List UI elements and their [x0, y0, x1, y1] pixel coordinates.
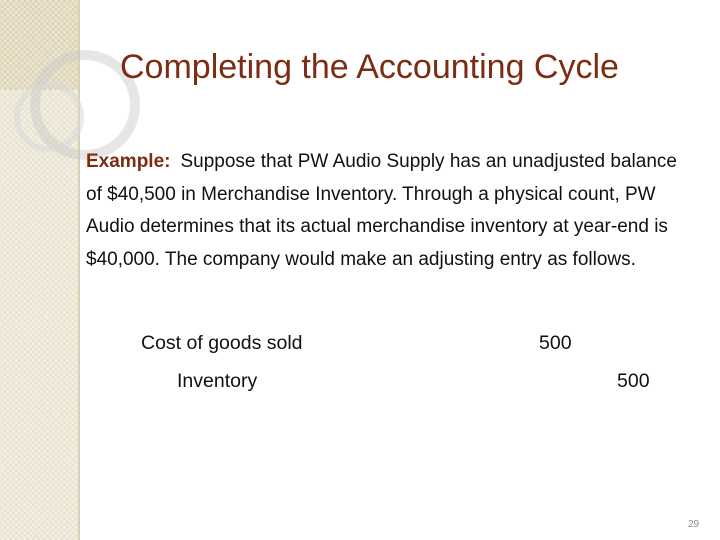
decorative-ring-inner [14, 82, 84, 152]
journal-debit-account: Cost of goods sold [141, 332, 303, 354]
journal-credit-amount: 500 [617, 370, 650, 392]
page-number: 29 [688, 519, 700, 530]
example-label: Example: [86, 151, 171, 172]
slide-title: Completing the Accounting Cycle [120, 48, 619, 86]
journal-debit-amount: 500 [539, 332, 572, 354]
example-paragraph [86, 146, 698, 276]
journal-credit-account: Inventory [177, 370, 258, 392]
example-text: Suppose that PW Audio Supply has an unadjusted balance of $40,500 in Merchandise Inventory. Through a physical count, PW Audio determines that its actual merchandise inventory at year-end is $40,000. The company would make an adjusting entry as follows. [86, 151, 677, 270]
